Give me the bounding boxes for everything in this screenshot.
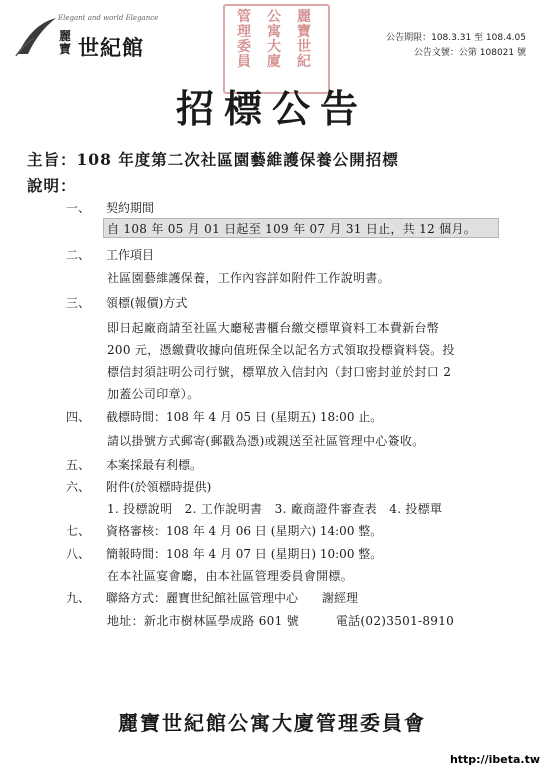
item-heading: 領標(報價)方式 xyxy=(106,296,188,310)
seal-column-3: 管理委員 xyxy=(237,9,251,70)
item-number: 七、 xyxy=(65,524,90,538)
item-heading: 簡報時間：108 年 4 月 07 日 (星期日) 10:00 整。 xyxy=(106,547,383,561)
subject-line: 主旨：108 年度第二次社區園藝維護保養公開招標 xyxy=(27,150,399,169)
item-body-line: 200 元，憑繳費收據向值班保全以記名方式領取投標資料袋。投 xyxy=(107,343,455,357)
notice-period: 公告期限：108.3.31 至 108.4.05 xyxy=(386,33,526,43)
notice-doc-number: 公告文號：公第 108021 號 xyxy=(413,48,526,58)
item-heading: 本案採最有利標。 xyxy=(106,458,203,472)
item-number: 四、 xyxy=(65,410,90,424)
logo-name: 世紀館 xyxy=(78,35,144,60)
explain-heading: 說明： xyxy=(27,176,77,195)
item-number: 五、 xyxy=(65,458,90,472)
item-body-line: 即日起廠商請至社區大廳秘書櫃台繳交標單資料工本費新台幣 xyxy=(107,321,440,335)
item-body-line: 自 108 年 05 月 01 日起至 109 年 07 月 31 日止，共 12 個月。 xyxy=(107,222,477,236)
logo-tagline: Elegant and world Elegance xyxy=(58,14,159,22)
item-number: 八、 xyxy=(65,547,90,561)
item-body-line: 地址：新北市樹林區學成路 601 號 電話(02)3501-8910 xyxy=(107,614,455,628)
item-number: 三、 xyxy=(65,296,90,310)
item-body-line: 標信封須註明公司行號，標單放入信封內（封口密封並於封口 2 xyxy=(107,365,452,379)
item-body-line: 在本社區宴會廳，由本社區管理委員會開標。 xyxy=(107,569,354,583)
logo-swoosh-icon xyxy=(14,14,58,58)
item-heading: 聯絡方式：麗寶世紀館社區管理中心 謝經理 xyxy=(106,591,359,605)
item-number: 九、 xyxy=(65,591,90,605)
committee-signature: 麗寶世紀館公寓大廈管理委員會 xyxy=(118,711,426,735)
item-number: 一、 xyxy=(65,201,90,215)
logo-small-text: 麗寶 xyxy=(59,29,72,56)
item-body-line: 加蓋公司印章）。 xyxy=(107,387,200,401)
watermark: http://ibeta.tw xyxy=(436,752,544,768)
item-heading: 工作項目 xyxy=(106,248,155,262)
item-body-line: 1. 投標說明 2. 工作說明書 3. 廠商證件審查表 4. 投標單 xyxy=(107,502,443,516)
item-heading: 附件(於領標時提供) xyxy=(106,480,212,494)
page-title: 招標公告 xyxy=(175,86,368,131)
item-heading: 契約期間 xyxy=(106,201,155,215)
logo xyxy=(14,14,164,70)
item-heading: 資格審核：108 年 4 月 06 日 (星期六) 14:00 整。 xyxy=(106,524,383,538)
item-body-line: 請以掛號方式郵寄(郵戳為憑)或親送至社區管理中心簽收。 xyxy=(107,434,425,448)
item-body-line: 社區園藝維護保養，工作內容詳如附件工作說明書。 xyxy=(107,271,390,285)
seal-column-1: 麗寶世紀 xyxy=(297,9,311,70)
item-heading: 截標時間：108 年 4 月 05 日 (星期五) 18:00 止。 xyxy=(106,410,383,424)
seal-column-2: 公寓大廈 xyxy=(267,9,281,70)
item-number: 二、 xyxy=(65,248,90,262)
item-number: 六、 xyxy=(65,480,90,494)
